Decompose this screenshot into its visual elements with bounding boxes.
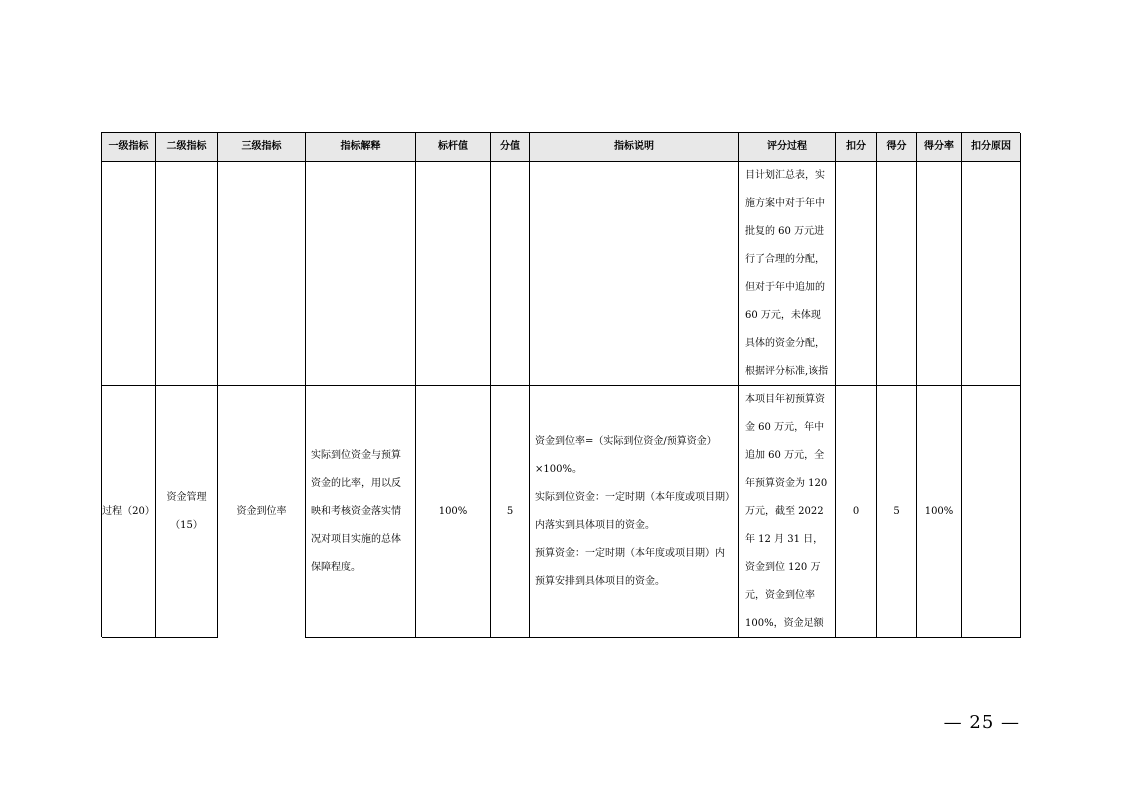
continued-deduction xyxy=(836,162,877,386)
row-score: 5 xyxy=(877,386,917,638)
header-explanation: 指标解释 xyxy=(306,133,416,162)
row-level3: 资金到位率 xyxy=(218,386,306,638)
row-description xyxy=(530,386,739,638)
header-process: 评分过程 xyxy=(739,133,836,162)
continued-reason xyxy=(962,162,1021,386)
header-score: 得分 xyxy=(877,133,917,162)
row-level2-score: （15） xyxy=(170,519,203,531)
continued-process-text: 目计划汇总表，实施方案中对于年中批复的 60 万元进行了合理的分配，但对于年中追加的 60 万元，未体现具体的资金分配，根据评分标准,该指 xyxy=(739,162,836,386)
header-level2: 二级指标 xyxy=(156,133,218,162)
page-number: — 25 — xyxy=(943,712,1020,733)
header-benchmark: 标杆值 xyxy=(416,133,491,162)
header-points: 分值 xyxy=(491,133,530,162)
header-level3: 三级指标 xyxy=(218,133,306,162)
continued-level1 xyxy=(102,162,156,386)
row-benchmark: 100% xyxy=(416,386,491,638)
header-deduction: 扣分 xyxy=(836,133,877,162)
row-level1: 过程（20） xyxy=(102,386,156,638)
continued-rate xyxy=(917,162,962,386)
row-level2-name: 资金管理 xyxy=(166,491,207,503)
continued-explanation xyxy=(306,162,416,386)
row-description-formula: 资金到位率=（实际到位资金/预算资金）×100%。 xyxy=(535,435,717,475)
evaluation-table xyxy=(101,132,1020,637)
row-points: 5 xyxy=(491,386,530,638)
row-level2 xyxy=(156,386,218,638)
row-process-text: 本项目年初预算资金 60 万元，年中追加 60 万元，全年预算资金为 120 万元，截至 2022 年 12 月 31 日，资金到位 120 万元，资金到位率 100%，资金足额 xyxy=(739,386,836,638)
header-description: 指标说明 xyxy=(530,133,739,162)
header-level1: 一级指标 xyxy=(102,133,156,162)
row-reason xyxy=(962,386,1021,638)
continued-benchmark xyxy=(416,162,491,386)
row-explanation: 实际到位资金与预算资金的比率，用以反映和考核资金落实情况对项目实施的总体保障程度。 xyxy=(306,386,416,638)
continued-points xyxy=(491,162,530,386)
row-description-budget: 预算资金：一定时期（本年度或项目期）内预算安排到具体项目的资金。 xyxy=(535,547,725,587)
continued-score xyxy=(877,162,917,386)
continued-level3 xyxy=(218,162,306,386)
row-description-actual: 实际到位资金：一定时期（本年度或项目期）内落实到具体项目的资金。 xyxy=(535,491,730,531)
row-rate: 100% xyxy=(917,386,962,638)
row-deduction: 0 xyxy=(836,386,877,638)
header-reason: 扣分原因 xyxy=(962,133,1021,162)
continued-description xyxy=(530,162,739,386)
header-rate: 得分率 xyxy=(917,133,962,162)
continued-level2 xyxy=(156,162,218,386)
